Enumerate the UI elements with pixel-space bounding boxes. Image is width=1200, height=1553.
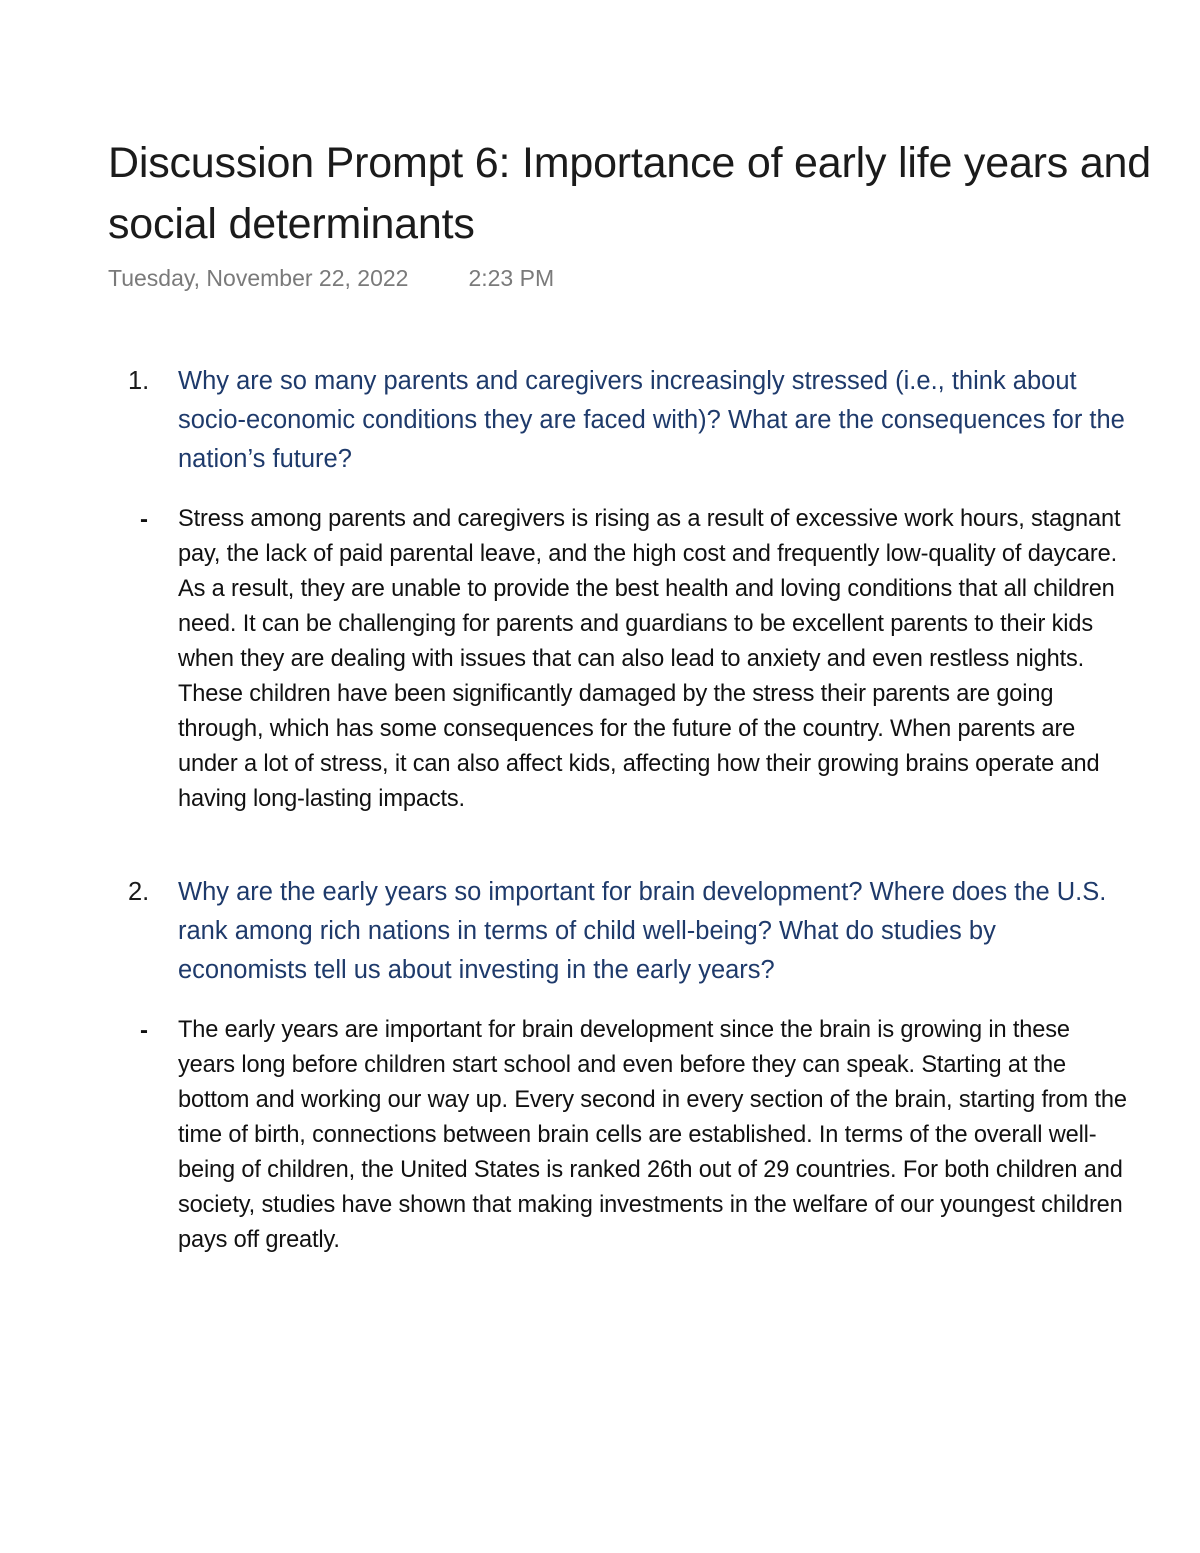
answer-1-text: Stress among parents and caregivers is rising as a result of excessive work hours, stagnant pay, the lack of paid parental leave, and the high cost and frequently low-quality of daycare. As a result, they are unable to provide the best health and loving conditions that all children need. It can be challenging for parents and guardians to be excellent parents to their kids when they are dealing with issues that can also lead to anxiety and even restless nights. These children have been significantly damaged by the stress their parents are going through, which has some consequences for the future of the country. When parents are under a lot of stress, it can also affect kids, affecting how their growing brains operate and having long-lasting impacts. bbox=[178, 506, 1121, 812]
question-2-text: Why are the early years so important for brain development? Where does the U.S. rank among rich nations in terms of child well-being? What do studies by economists tell us about investing in the early years? bbox=[178, 878, 1107, 984]
page-title: Discussion Prompt 6: Importance of early life years and social determinants bbox=[108, 139, 1151, 248]
page-time: 2:23 PM bbox=[468, 265, 555, 291]
answer-2-text: The early years are important for brain development since the brain is growing in these years long before children start school and even before they can speak. Starting at the bottom and working our way up. Every second in every section of the brain, starting from the time of birth, connections between brain cells are established. In terms of the overall well-being of children, the United States is ranked 26th out of 29 countries. For both children and society, studies have shown that making investments in the welfare of our youngest children pays off greatly. bbox=[178, 1017, 1127, 1253]
page-timestamp bbox=[108, 263, 554, 293]
question-1-number: 1. bbox=[128, 367, 150, 395]
question-2-number: 2. bbox=[128, 878, 150, 906]
answer-1-bullet: - bbox=[140, 506, 148, 533]
answer-2-bullet: - bbox=[140, 1017, 148, 1044]
page-date: Tuesday, November 22, 2022 bbox=[108, 265, 409, 291]
question-1-text: Why are so many parents and caregivers increasingly stressed (i.e., think about socio-economic conditions they are faced with)? What are the consequences for the nation’s future? bbox=[178, 367, 1125, 473]
